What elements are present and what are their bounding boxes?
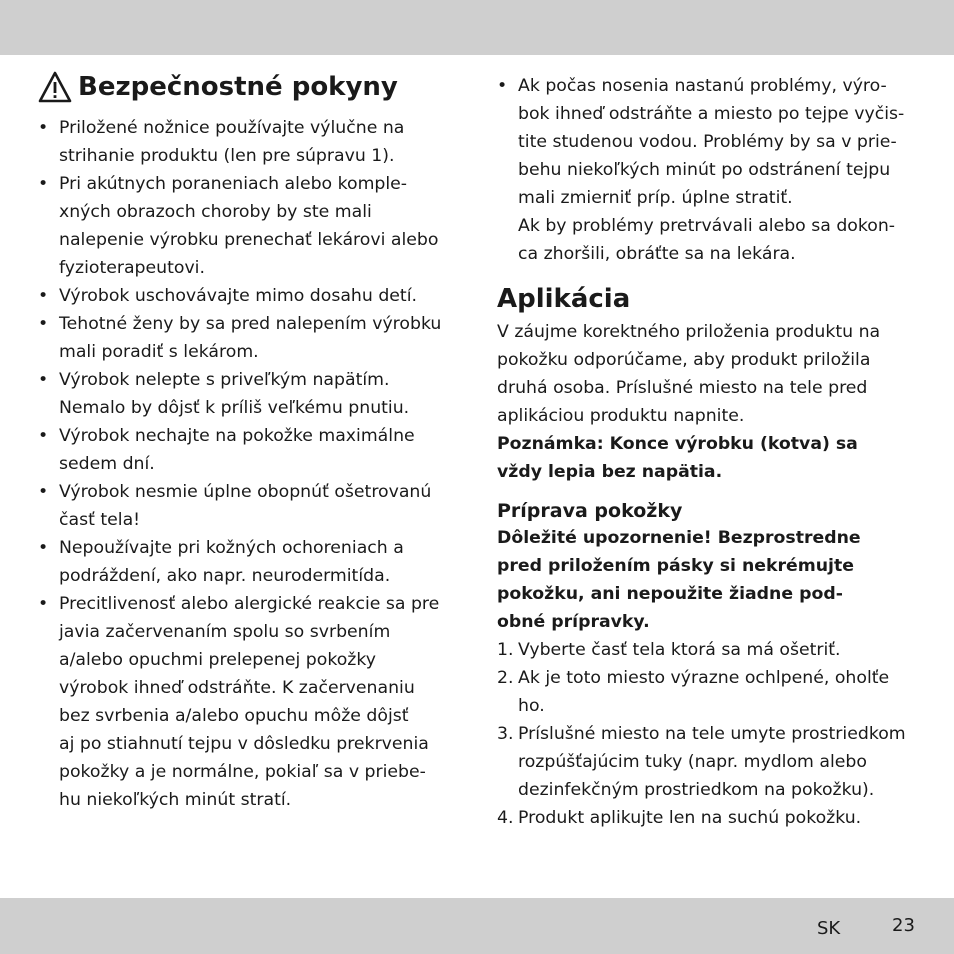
step-line: Produkt aplikujte len na suchú pokožku. — [518, 808, 862, 828]
list-item — [38, 478, 456, 534]
step-line: dezinfekčným prostriedkom na pokožku). — [518, 780, 875, 800]
bullet-icon: • — [38, 482, 49, 502]
step-number: 4. — [497, 808, 514, 828]
warning-line: obné prípravky. — [497, 612, 650, 632]
footer-band — [0, 898, 954, 954]
note-line: Poznámka: Konce výrobku (kotva) sa — [497, 434, 858, 454]
safety-list — [38, 114, 456, 814]
list-item-line: podráždení, ako napr. neurodermitída. — [59, 566, 391, 586]
list-item-line: javia začervenaním spolu so svrbením — [59, 622, 391, 642]
warning-triangle-icon — [38, 71, 72, 103]
important-warning — [497, 524, 917, 636]
list-item-line: pokožky a je normálne, pokiaľ sa v priebe- — [59, 762, 426, 782]
list-item — [38, 310, 456, 366]
intro-line: aplikáciou produktu napnite. — [497, 406, 745, 426]
list-item — [497, 72, 917, 268]
list-item — [38, 114, 456, 170]
step-item — [497, 664, 917, 720]
list-item-line: Ak by problémy pretrvávali alebo sa dokon- — [518, 216, 896, 236]
warning-line: pokožku, ani nepoužite žiadne pod- — [497, 584, 843, 604]
list-item-line: mali poradiť s lekárom. — [59, 342, 259, 362]
bullet-icon: • — [38, 174, 49, 194]
bullet-icon: • — [38, 314, 49, 334]
steps-list — [497, 636, 917, 832]
list-item-line: a/alebo opuchmi prelepenej pokožky — [59, 650, 376, 670]
list-item-line: strihanie produktu (len pre súpravu 1). — [59, 146, 395, 166]
list-item-line: Ak počas nosenia nastanú problémy, výro- — [518, 76, 887, 96]
step-line: Príslušné miesto na tele umyte prostriedkom — [518, 724, 906, 744]
list-item-line: Výrobok nelepte s priveľkým napätím. — [59, 370, 390, 390]
list-item-line: xných obrazoch choroby by ste mali — [59, 202, 372, 222]
bullet-icon: • — [38, 426, 49, 446]
list-item-line: Výrobok uschovávajte mimo dosahu detí. — [59, 286, 417, 306]
bullet-icon: • — [38, 594, 49, 614]
safety-heading — [38, 70, 456, 104]
step-item — [497, 636, 917, 664]
skin-prep-heading: Príprava pokožky — [497, 500, 683, 522]
list-item — [38, 422, 456, 478]
list-item — [38, 590, 456, 814]
bullet-icon: • — [38, 286, 49, 306]
application-heading: Aplikácia — [497, 284, 631, 314]
step-item — [497, 804, 917, 832]
list-item-line: výrobok ihneď odstráňte. K začervenaniu — [59, 678, 415, 698]
bullet-icon: • — [497, 76, 508, 96]
list-item — [38, 534, 456, 590]
list-item-line: aj po stiahnutí tejpu v dôsledku prekrvenia — [59, 734, 429, 754]
list-item-line: Nepoužívajte pri kožných ochoreniach a — [59, 538, 404, 558]
step-number: 3. — [497, 724, 514, 744]
list-item-line: bez svrbenia a/alebo opuchu môže dôjsť — [59, 706, 409, 726]
list-item-line: bok ihneď odstráňte a miesto po tejpe vyčis- — [518, 104, 905, 124]
list-item-line: Precitlivenosť alebo alergické reakcie sa pre — [59, 594, 440, 614]
intro-line: pokožku odporúčame, aby produkt priložila — [497, 350, 871, 370]
header-band — [0, 0, 954, 55]
step-line: ho. — [518, 696, 545, 716]
list-item — [38, 366, 456, 422]
left-column — [38, 70, 456, 814]
step-number: 2. — [497, 668, 514, 688]
list-item-line: ca zhoršili, obráťte sa na lekára. — [518, 244, 796, 264]
intro-line: druhá osoba. Príslušné miesto na tele pred — [497, 378, 868, 398]
list-item-line: behu niekoľkých minút po odstránení tejpu — [518, 160, 891, 180]
note-line: vždy lepia bez napätia. — [497, 462, 723, 482]
bullet-icon: • — [38, 118, 49, 138]
list-item — [38, 282, 456, 310]
right-column — [497, 72, 917, 832]
list-item-line: Výrobok nesmie úplne obopnúť ošetrovanú — [59, 482, 432, 502]
list-item-line: nalepenie výrobku prenechať lekárovi alebo — [59, 230, 439, 250]
warning-line: pred priložením pásky si nekrémujte — [497, 556, 854, 576]
list-item-line: mali zmierniť príp. úplne stratiť. — [518, 188, 793, 208]
problems-list — [497, 72, 917, 268]
list-item-line: Pri akútnych poraneniach alebo komple- — [59, 174, 408, 194]
list-item-line: hu niekoľkých minút stratí. — [59, 790, 292, 810]
list-item-line: Tehotné ženy by sa pred nalepením výrobku — [59, 314, 442, 334]
step-line: Vyberte časť tela ktorá sa má ošetriť. — [518, 640, 841, 660]
step-number: 1. — [497, 640, 514, 660]
step-line: rozpúšťajúcim tuky (napr. mydlom alebo — [518, 752, 867, 772]
application-intro — [497, 318, 917, 430]
list-item-line: Nemalo by dôjsť k príliš veľkému pnutiu. — [59, 398, 410, 418]
list-item-line: fyzioterapeutovi. — [59, 258, 205, 278]
list-item-line: tite studenou vodou. Problémy by sa v prie- — [518, 132, 897, 152]
page-number: 23 — [892, 915, 915, 936]
list-item-line: časť tela! — [59, 510, 141, 530]
intro-line: V záujme korektného priloženia produktu na — [497, 322, 881, 342]
language-code: SK — [817, 918, 841, 939]
step-item — [497, 720, 917, 804]
step-line: Ak je toto miesto výrazne ochlpené, oholťe — [518, 668, 890, 688]
safety-heading-text: Bezpečnostné pokyny — [78, 72, 398, 102]
bullet-icon: • — [38, 370, 49, 390]
bullet-icon: • — [38, 538, 49, 558]
list-item-line: sedem dní. — [59, 454, 155, 474]
list-item — [38, 170, 456, 282]
list-item-line: Priložené nožnice používajte výlučne na — [59, 118, 405, 138]
list-item-line: Výrobok nechajte na pokožke maximálne — [59, 426, 415, 446]
warning-line: Dôležité upozornenie! Bezprostredne — [497, 528, 861, 548]
note-text — [497, 430, 917, 486]
